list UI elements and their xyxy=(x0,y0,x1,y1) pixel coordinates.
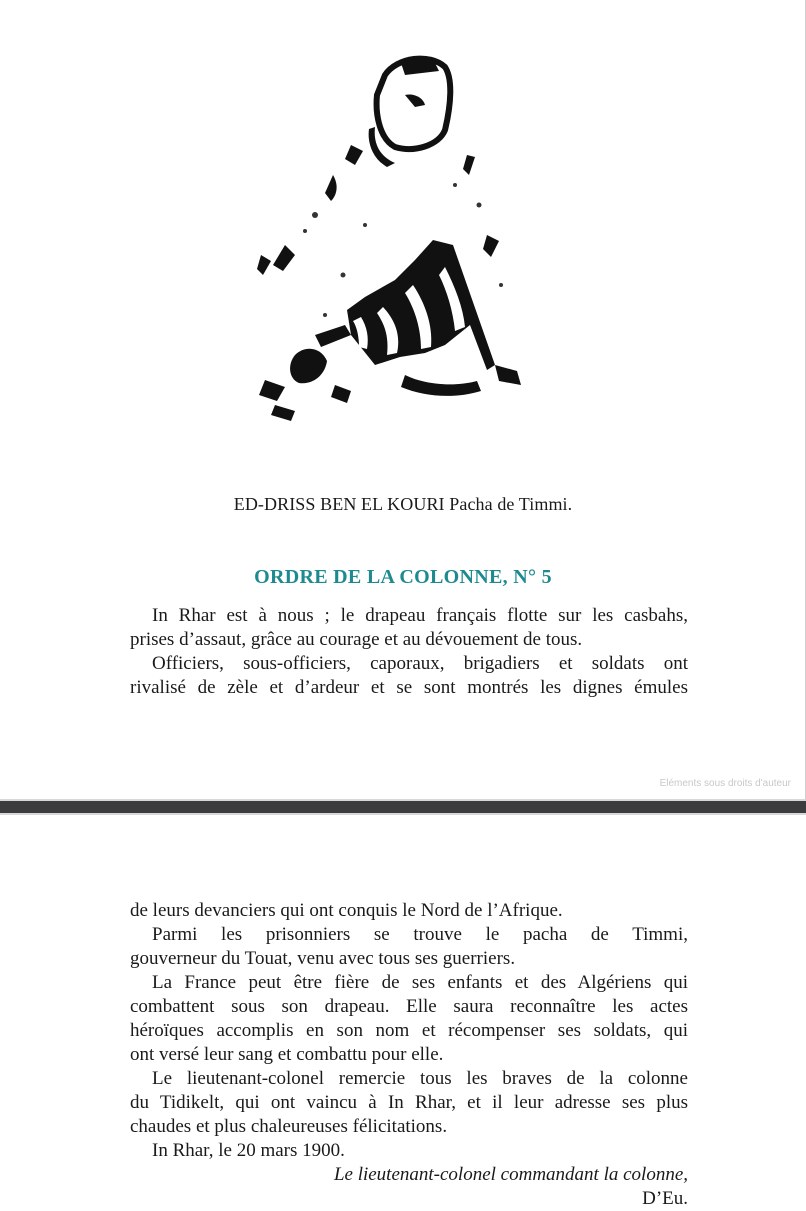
text-line: Parmi les prisonniers se trouve le pacha de Timmi, xyxy=(152,924,688,945)
section-heading: ORDRE DE LA COLONNE, N° 5 xyxy=(254,566,552,588)
text-line: gouverneur du Touat, venu avec tous ses guerriers. xyxy=(130,948,516,969)
page-bottom-text xyxy=(130,899,688,1211)
text-line: La France peut être fière de ses enfants et des Algériens qui xyxy=(152,972,688,993)
text-line: chaudes et plus chaleureuses félicitations. xyxy=(130,1116,448,1137)
divider-bar xyxy=(0,801,806,813)
text-line: rivalisé de zèle et d’ardeur et se sont montrés les dignes émules xyxy=(130,677,688,698)
text-line: ont versé leur sang et combattu pour elle. xyxy=(130,1044,444,1065)
watermark: Eléments sous droits d'auteur xyxy=(659,778,791,789)
portrait-illustration xyxy=(255,35,535,430)
text-line: du Tidikelt, qui ont vaincu à In Rhar, et il leur adresse ses plus xyxy=(130,1092,688,1113)
text-line: In Rhar est à nous ; le drapeau français flotte sur les casbahs, xyxy=(152,605,688,626)
text-line: de leurs devanciers qui ont conquis le Nord de l’Afrique. xyxy=(130,900,563,921)
text-line: combattent sous son drapeau. Elle saura reconnaître les actes xyxy=(130,996,688,1017)
signature-title: Le lieutenant-colonel commandant la colonne, xyxy=(333,1164,688,1185)
text-line: Officiers, sous-officiers, caporaux, brigadiers et soldats ont xyxy=(152,653,688,674)
portrait-caption: ED-DRISS BEN EL KOURI Pacha de Timmi. xyxy=(233,494,573,514)
signature-name: D’Eu. xyxy=(642,1188,688,1209)
page-divider xyxy=(0,799,806,815)
text-line: héroïques accomplis en son nom et récompenser ses soldats, qui xyxy=(130,1020,688,1041)
text-line: In Rhar, le 20 mars 1900. xyxy=(152,1140,345,1161)
text-line: Le lieutenant-colonel remercie tous les braves de la colonne xyxy=(152,1068,688,1089)
text-line: prises d’assaut, grâce au courage et au dévouement de tous. xyxy=(130,629,583,650)
page-top-text xyxy=(130,604,688,700)
